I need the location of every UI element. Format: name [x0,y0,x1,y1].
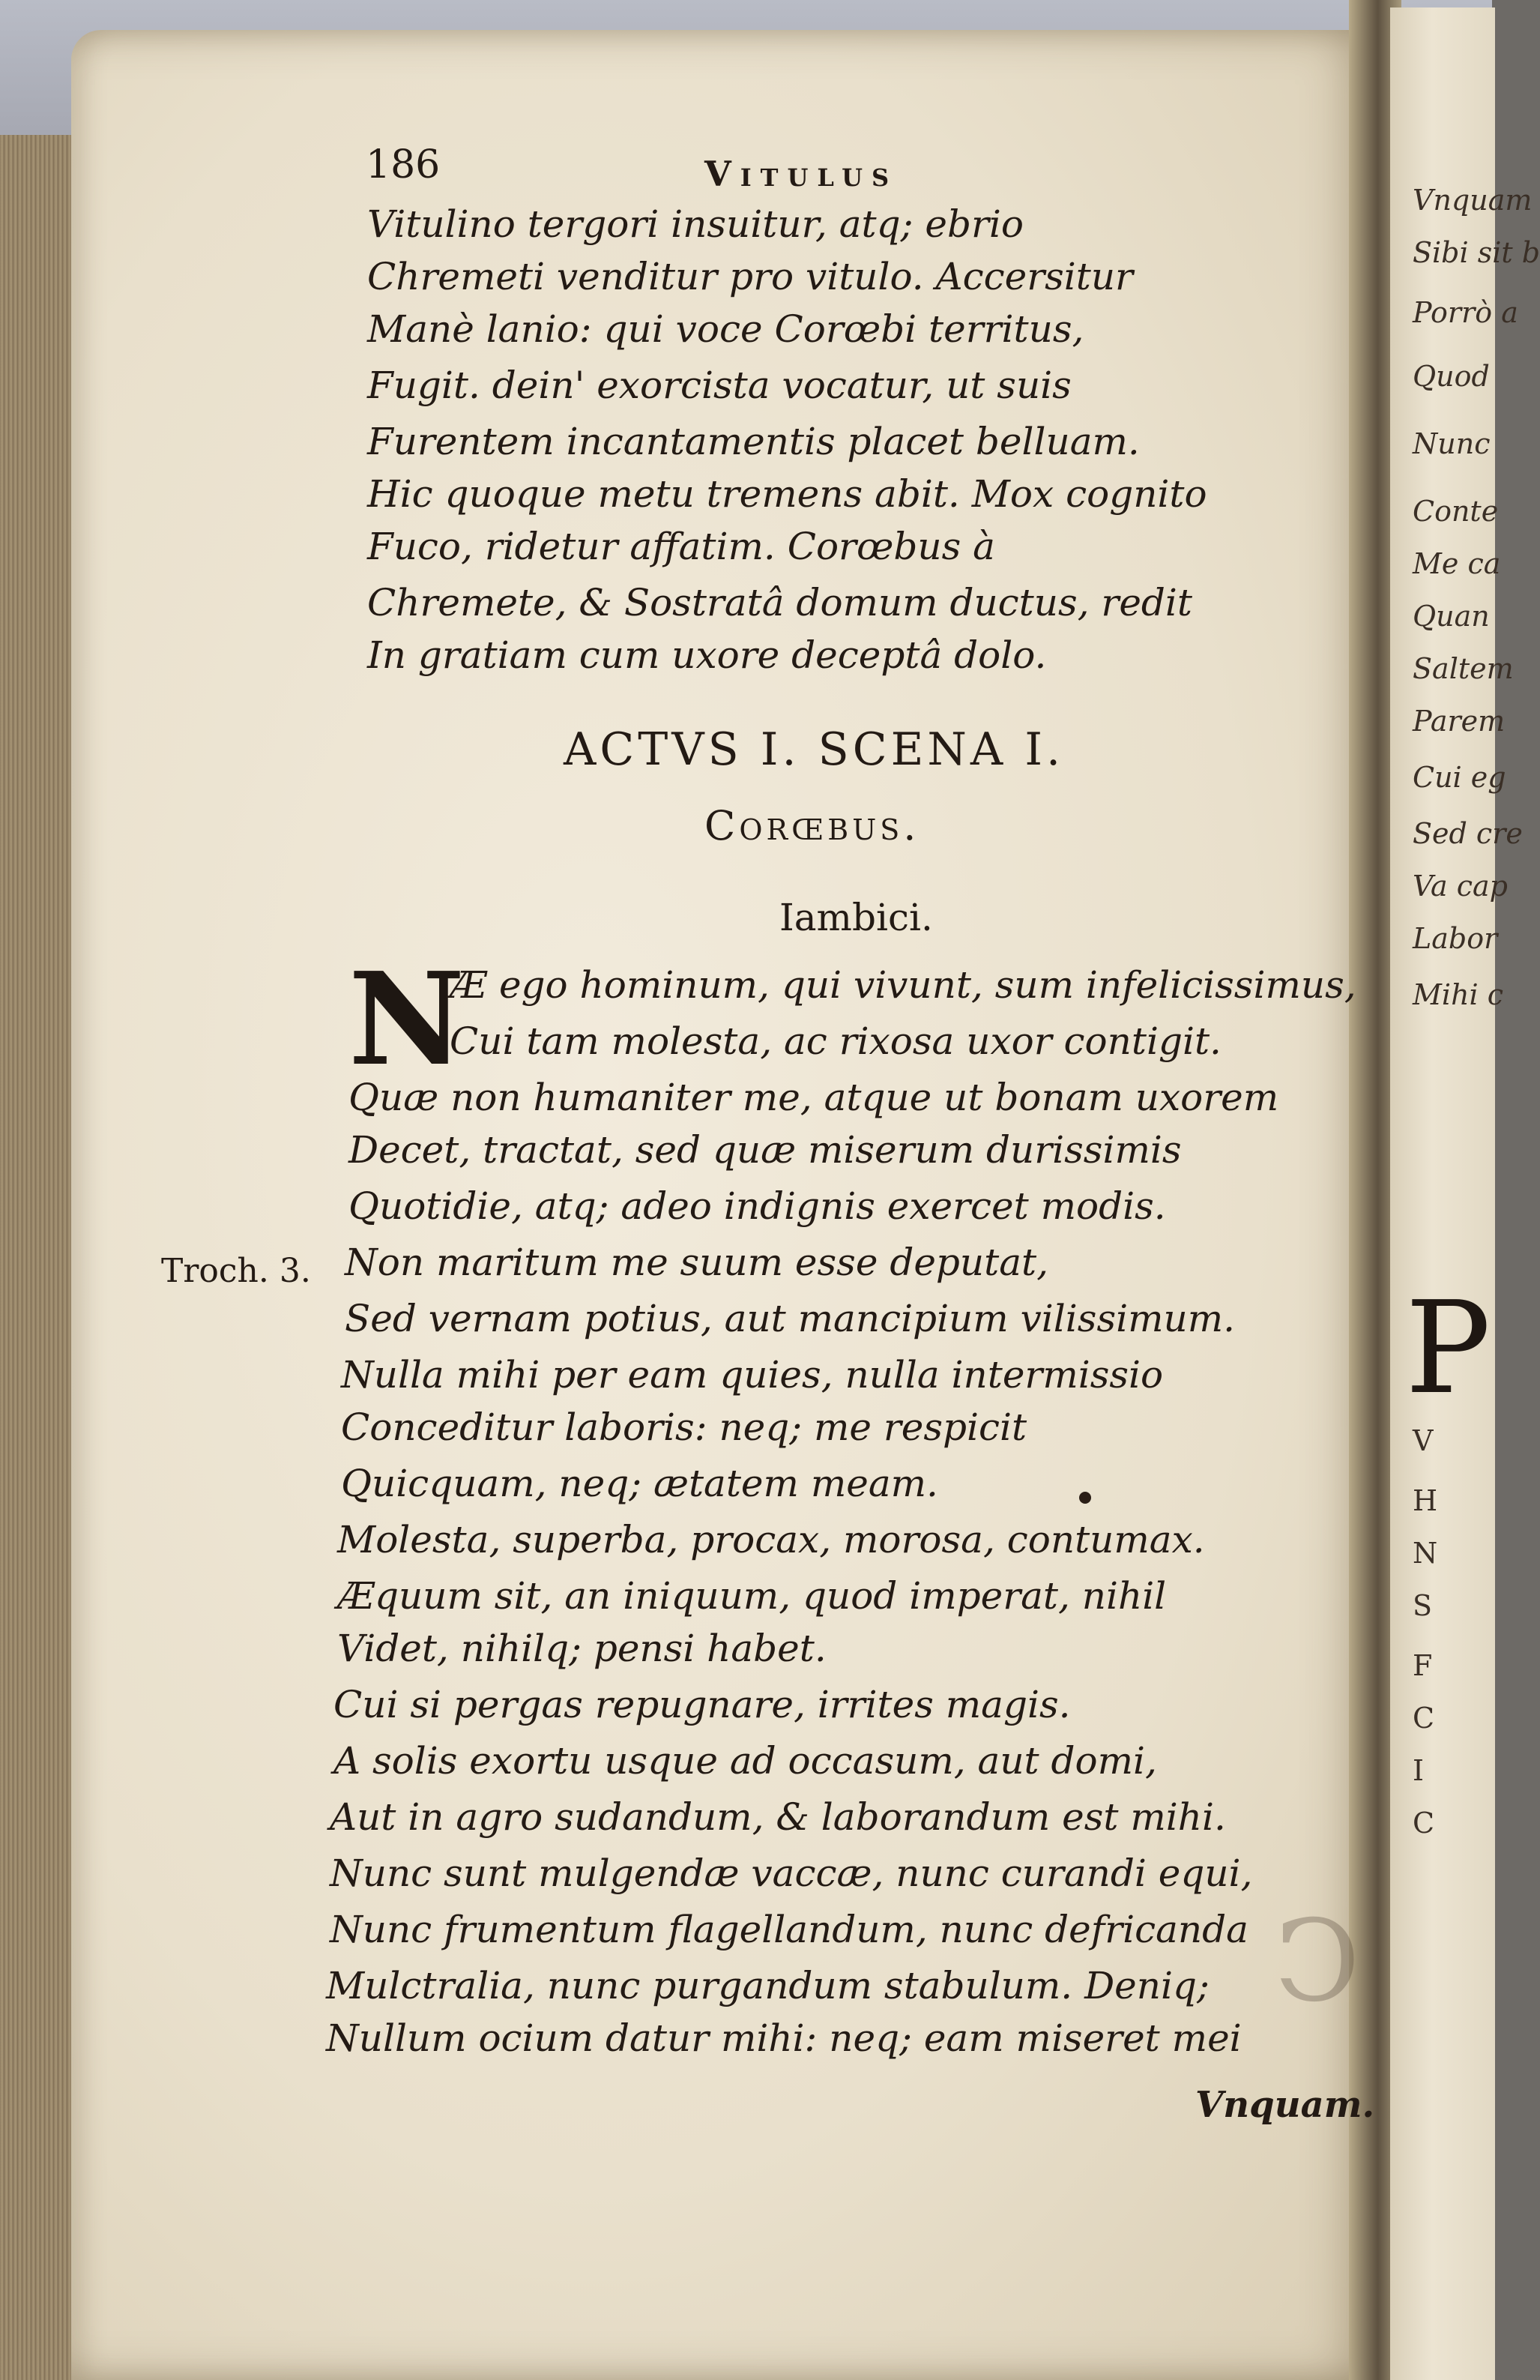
ink-spot [1079,1492,1091,1504]
facing-line: S [1413,1589,1433,1622]
verse-line: Nunc frumentum flagellandum, nunc defricanda [330,1908,1248,1951]
verse-line: Cui tam molesta, ac rixosa uxor contigit. [450,1019,1222,1063]
verse-line: Molesta, superba, procax, morosa, contumax. [337,1518,1205,1561]
argument-line: Chremeti venditur pro vitulo. Accersitur [367,255,1133,298]
facing-line: Va cap [1413,870,1508,903]
verse-line: Æquum sit, an iniquum, quod imperat, nihil [337,1574,1167,1618]
facing-line: Nunc [1413,427,1491,460]
argument-line: In gratiam cum uxore deceptâ dolo. [367,633,1047,677]
facing-line: Saltem [1413,652,1514,685]
facing-line: Porrò a [1413,296,1518,329]
facing-line: Me ca [1413,547,1501,580]
verse-line: Sed vernam potius, aut mancipium vilissimum. [345,1297,1236,1340]
facing-line: V [1413,1424,1434,1457]
verse-line: Decet, tractat, sed quæ miserum durissimis [348,1128,1182,1172]
verse-line: Quicquam, neq; ætatem meam. [341,1462,938,1505]
verse-line: A solis exortu usque ad occasum, aut domi, [333,1739,1157,1783]
verse-line: Mulctralia, nunc purgandum stabulum. Deniq; [326,1964,1210,2007]
facing-line: N [1413,1537,1438,1570]
facing-line: Vnquam [1413,184,1533,217]
facing-line: I [1413,1754,1425,1787]
catchword: Vnquam. [1195,2084,1375,2126]
argument-line: Fugit. dein' exorcista vocatur, ut suis [367,364,1072,407]
facing-line: C [1413,1807,1435,1840]
verse-line: Videt, nihilq; pensi habet. [337,1627,827,1670]
verse-line: Nunc sunt mulgendæ vaccæ, nunc curandi equi, [330,1852,1253,1895]
facing-line: Cui eg [1413,761,1506,794]
argument-line: Hic quoque metu tremens abit. Mox cognito [367,472,1207,516]
verse-line: Nulla mihi per eam quies, nulla intermissio [341,1353,1164,1397]
argument-line: Vitulino tergori insuitur, atq; ebrio [367,202,1024,246]
argument-line: Manè lanio: qui voce Corœbi territus, [367,307,1084,351]
speaker-name: Corœbus. [704,802,920,849]
dropcap-letter: N [348,945,465,1094]
facing-line: Quod [1413,360,1490,393]
verse-line: Æ ego hominum, qui vivunt, sum infelicissimus, [450,963,1356,1007]
verse-line: Quotidie, atq; adeo indignis exercet modis. [348,1184,1166,1228]
facing-dropcap: P [1405,1274,1491,1423]
margin-note: Troch. 3. [161,1252,311,1290]
facing-line: Parem [1413,705,1506,738]
facing-line: C [1413,1702,1435,1735]
verse-line: Quæ non humaniter me, atque ut bonam uxorem [348,1076,1279,1119]
argument-line: Fuco, ridetur affatim. Corœbus à [367,525,995,568]
facing-line: Labor [1413,922,1498,955]
meter-heading: Iambici. [779,896,933,939]
facing-line: H [1413,1484,1438,1517]
verse-line: Conceditur laboris: neq; me respicit [341,1406,1027,1449]
facing-line: Quan [1413,600,1490,633]
facing-line: Sibi sit b [1413,236,1540,269]
running-title: Vitulus [704,154,899,194]
verse-line: Nullum ocium datur mihi: neq; eam miseret mei [326,2016,1242,2060]
show-through-letter: C [1274,1897,1360,2027]
page-number: 186 [366,142,441,187]
facing-line: Mihi c [1413,978,1504,1011]
act-heading: ACTVS I. SCENA I. [564,723,1065,776]
verse-line: Non maritum me suum esse deputat, [345,1241,1049,1284]
facing-line: Sed cre [1413,817,1523,850]
facing-line: F [1413,1649,1433,1682]
argument-line: Furentem incantamentis placet belluam. [367,420,1140,463]
argument-line: Chremete, & Sostratâ domum ductus, redit [367,581,1193,624]
verse-line: Cui si pergas repugnare, irrites magis. [333,1683,1071,1726]
verse-line: Aut in agro sudandum, & laborandum est mihi. [330,1795,1226,1839]
book-page-right-fragment [1390,7,1540,2380]
facing-line: Conte [1413,495,1499,528]
